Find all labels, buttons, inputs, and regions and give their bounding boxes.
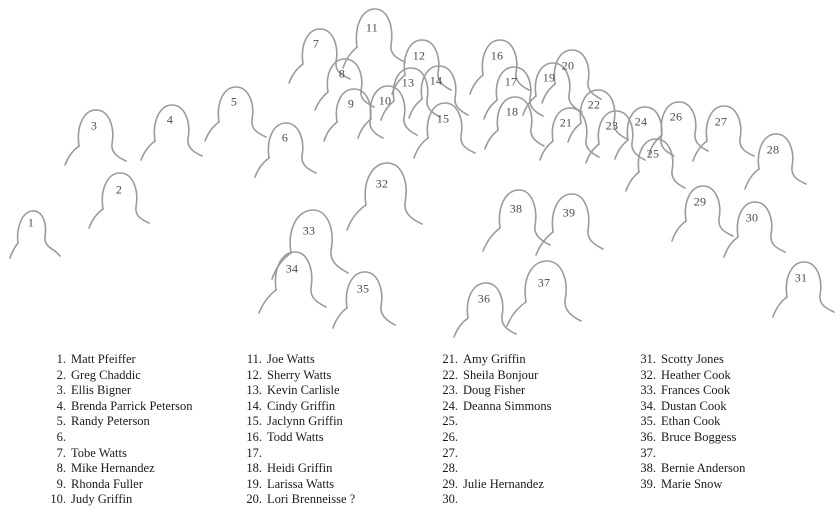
- legend-item: [634, 352, 819, 368]
- legend-item-name: Rhonda Fuller: [71, 476, 143, 491]
- figure-number-5: 5: [230, 94, 238, 109]
- legend-item-number: 16.: [246, 429, 262, 444]
- figure-number-33: 33: [302, 223, 316, 238]
- legend-item-name: Tobe Watts: [71, 445, 127, 460]
- legend-item-name: Matt Pfeiffer: [71, 352, 136, 366]
- legend-item-number: 4.: [56, 398, 66, 413]
- legend-item: [44, 414, 204, 430]
- legend-item: [44, 477, 204, 493]
- legend-item-number: 21.: [442, 352, 458, 366]
- legend-item-name: Brenda Parrick Peterson: [71, 398, 193, 413]
- legend-item-number: 39.: [640, 476, 656, 491]
- figure-number-30: 30: [745, 210, 759, 225]
- legend-item-name: Heather Cook: [661, 367, 731, 382]
- legend-item: [634, 383, 819, 399]
- legend-item-name: Julie Hernandez: [463, 476, 544, 491]
- legend-item: [240, 368, 415, 384]
- legend-item-number: 34.: [640, 398, 656, 413]
- figure-number-38: 38: [509, 201, 523, 216]
- legend-item: [436, 430, 616, 446]
- legend-item: [44, 446, 204, 462]
- figure-number-34: 34: [285, 261, 299, 276]
- legend-item: [240, 446, 415, 462]
- legend-item-name: Joe Watts: [267, 352, 315, 366]
- legend-item: [634, 477, 819, 493]
- legend-item-name: Scotty Jones: [661, 352, 724, 366]
- legend-item-name: Ethan Cook: [661, 414, 721, 429]
- legend-column-1: [44, 352, 204, 512]
- legend-item-number: 14.: [246, 398, 262, 413]
- legend-item: [436, 383, 616, 399]
- legend-item-name: Jaclynn Griffin: [267, 414, 343, 429]
- legend-item: [436, 399, 616, 415]
- legend-item-number: 29.: [442, 476, 458, 491]
- legend-item-name: Todd Watts: [267, 429, 324, 444]
- legend-item: [436, 368, 616, 384]
- figure-number-23: 23: [605, 118, 619, 133]
- legend-item-name: Judy Griffin: [71, 492, 133, 507]
- figure-number-36: 36: [477, 291, 491, 306]
- figure-number-39: 39: [562, 205, 576, 220]
- figure-number-16: 16: [490, 48, 504, 63]
- legend-item-number: 33.: [640, 383, 656, 398]
- legend-item-number: 38.: [640, 461, 656, 476]
- legend-item: [44, 492, 204, 508]
- legend-item: [240, 492, 415, 508]
- figure-number-2: 2: [115, 182, 123, 197]
- legend-item-number: 6.: [56, 429, 66, 444]
- legend-item-number: 7.: [56, 445, 66, 460]
- figure-number-29: 29: [693, 194, 707, 209]
- figure-number-17: 17: [504, 74, 518, 89]
- legend-item-name: Kevin Carlisle: [267, 383, 340, 398]
- figure-number-37: 37: [537, 275, 551, 290]
- legend-item: [240, 430, 415, 446]
- legend-item-name: Lori Brenneisse ?: [267, 492, 356, 507]
- figure-number-9: 9: [347, 96, 355, 111]
- legend-item-number: 15.: [246, 414, 262, 429]
- figure-number-6: 6: [281, 130, 289, 145]
- legend-item: [436, 461, 616, 477]
- legend-item: [44, 368, 204, 384]
- legend-item-number: 28.: [442, 461, 458, 476]
- legend-item-name: Mike Hernandez: [71, 461, 155, 476]
- legend-item-name: Sherry Watts: [267, 367, 332, 382]
- legend-item-name: Bruce Boggess: [661, 429, 737, 444]
- legend-item: [240, 383, 415, 399]
- legend-item-name: Bernie Anderson: [661, 461, 746, 476]
- legend-item-number: 10.: [50, 492, 66, 507]
- legend-item-name: Marie Snow: [661, 476, 723, 491]
- legend: [0, 352, 840, 512]
- legend-item-number: 35.: [640, 414, 656, 429]
- figure-number-32: 32: [375, 176, 389, 191]
- legend-item-name: Amy Griffin: [463, 352, 526, 366]
- legend-item-number: 13.: [246, 383, 262, 398]
- figure-number-27: 27: [714, 114, 728, 129]
- figure-number-4: 4: [166, 112, 174, 127]
- legend-item-number: 5.: [56, 414, 66, 429]
- legend-item-name: Frances Cook: [661, 383, 731, 398]
- figure-number-19: 19: [542, 70, 556, 85]
- legend-item: [44, 430, 204, 446]
- legend-item-number: 18.: [246, 461, 262, 476]
- legend-item: [634, 461, 819, 477]
- figure-number-7: 7: [312, 36, 320, 51]
- legend-item: [44, 399, 204, 415]
- legend-item-name: Sheila Bonjour: [463, 367, 539, 382]
- legend-item-name: Cindy Griffin: [267, 398, 336, 413]
- legend-item-number: 27.: [442, 445, 458, 460]
- legend-item-number: 23.: [442, 383, 458, 398]
- legend-item: [436, 352, 616, 368]
- legend-column-4: [634, 352, 819, 512]
- legend-item: [634, 368, 819, 384]
- legend-item-number: 2.: [56, 367, 66, 382]
- figure-number-22: 22: [587, 97, 601, 112]
- figure-number-26: 26: [669, 109, 683, 124]
- legend-item: [240, 414, 415, 430]
- legend-item-number: 3.: [56, 383, 66, 398]
- legend-item: [240, 399, 415, 415]
- legend-item-number: 12.: [246, 367, 262, 382]
- legend-item-name: Doug Fisher: [463, 383, 526, 398]
- figure-number-11: 11: [365, 20, 379, 35]
- legend-item-name: Larissa Watts: [267, 476, 335, 491]
- legend-item-name: Randy Peterson: [71, 414, 150, 429]
- legend-item-name: Heidi Griffin: [267, 461, 333, 476]
- legend-item-number: 32.: [640, 367, 656, 382]
- figure-number-35: 35: [356, 281, 370, 296]
- legend-item-number: 19.: [246, 476, 262, 491]
- legend-item-number: 31.: [640, 352, 656, 366]
- figure-number-18: 18: [505, 104, 519, 119]
- legend-item: [240, 477, 415, 493]
- figure-number-15: 15: [436, 111, 450, 126]
- legend-item-number: 26.: [442, 429, 458, 444]
- legend-item: [436, 477, 616, 493]
- legend-item-number: 11.: [246, 352, 262, 366]
- legend-item-name: Ellis Bigner: [71, 383, 132, 398]
- figure-number-20: 20: [561, 58, 575, 73]
- figure-number-25: 25: [646, 146, 660, 161]
- legend-item: [44, 383, 204, 399]
- legend-item: [44, 461, 204, 477]
- legend-column-3: [436, 352, 616, 512]
- legend-item-name: Greg Chaddic: [71, 367, 141, 382]
- figure-number-3: 3: [90, 118, 98, 133]
- legend-item-number: 36.: [640, 429, 656, 444]
- legend-item-number: 24.: [442, 398, 458, 413]
- legend-item-name: Dustan Cook: [661, 398, 727, 413]
- figure-number-12: 12: [412, 48, 426, 63]
- legend-item-name: Deanna Simmons: [463, 398, 552, 413]
- legend-item-number: 17.: [246, 445, 262, 460]
- legend-item-number: 9.: [56, 476, 66, 491]
- figure-number-10: 10: [378, 93, 392, 108]
- figure-number-28: 28: [766, 142, 780, 157]
- legend-item-number: 22.: [442, 367, 458, 382]
- legend-item: [240, 461, 415, 477]
- legend-column-2: [240, 352, 415, 512]
- figure-number-8: 8: [338, 66, 346, 81]
- legend-item: [240, 352, 415, 368]
- legend-item-number: 8.: [56, 461, 66, 476]
- legend-item-number: 1.: [56, 352, 66, 366]
- figure-number-21: 21: [559, 115, 573, 130]
- figure-number-14: 14: [429, 73, 443, 88]
- figure-number-31: 31: [794, 270, 808, 285]
- legend-item: [634, 446, 819, 462]
- legend-item-number: 30.: [442, 492, 458, 507]
- legend-item: [44, 352, 204, 368]
- figure-number-24: 24: [634, 114, 648, 129]
- legend-item: [634, 399, 819, 415]
- legend-item-number: 25.: [442, 414, 458, 429]
- legend-item: [436, 492, 616, 508]
- legend-item-number: 20.: [246, 492, 262, 507]
- figure-number-13: 13: [401, 75, 415, 90]
- legend-item: [634, 414, 819, 430]
- legend-item-number: 37.: [640, 445, 656, 460]
- legend-item: [436, 446, 616, 462]
- legend-item: [634, 430, 819, 446]
- figure-number-1: 1: [27, 215, 35, 230]
- legend-item: [436, 414, 616, 430]
